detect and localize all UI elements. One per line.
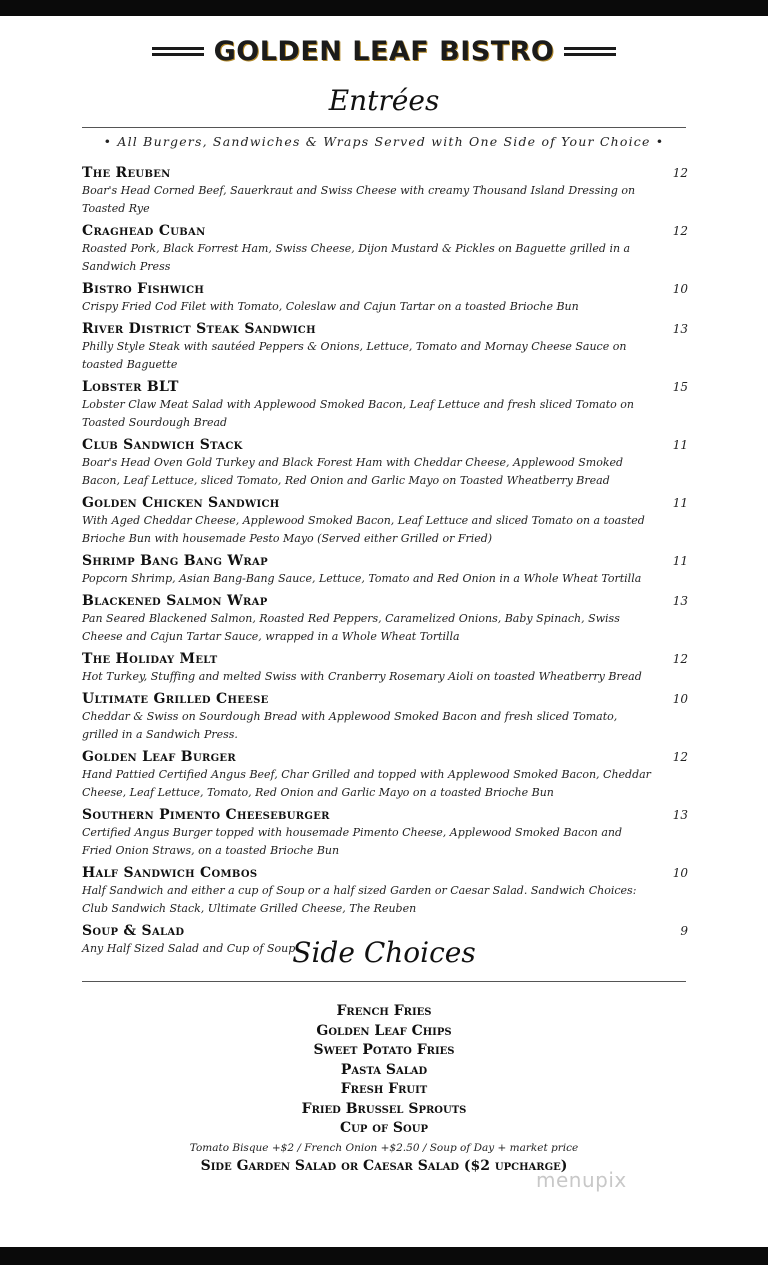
side-salad-option: Side Garden Salad or Caesar Salad ($2 upcharge) <box>200 1157 568 1174</box>
menu-item-price: 13 <box>672 322 688 336</box>
menu-item-description: Crispy Fried Cod Filet with Tomato, Coleslaw and Cajun Tartar on a toasted Brioche Bun <box>82 300 579 313</box>
menu-item <box>82 222 688 276</box>
restaurant-name: GOLDEN LEAF BISTRO <box>213 36 555 67</box>
menu-item <box>82 592 688 646</box>
menu-item-name: Craghead Cuban <box>82 223 206 239</box>
menupix-watermark: menupix <box>536 1168 627 1192</box>
menu-item-name: Ultimate Grilled Cheese <box>82 691 269 707</box>
menu-item-description: Boar's Head Oven Gold Turkey and Black Forest Ham with Cheddar Cheese, Applewood Smoked Bacon, Leaf Lettuce, sliced Tomato, Red Onion and Garlic Mayo on Toasted Wheatberry Bread <box>82 456 624 487</box>
side-item: Golden Leaf Chips <box>316 1022 452 1039</box>
side-item: French Fries <box>336 1003 432 1019</box>
side-item: Cup of Soup <box>339 1120 428 1136</box>
menu-item <box>82 864 688 918</box>
menu-item <box>82 378 688 432</box>
menu-item <box>82 748 688 802</box>
menu-item-price: 12 <box>672 224 688 238</box>
menu-item <box>82 320 688 374</box>
entrees-title: Entrées <box>328 84 440 117</box>
menu-item-price: 11 <box>672 438 688 452</box>
menu-item-price: 13 <box>672 594 688 608</box>
menu-item <box>82 280 688 316</box>
menu-item <box>82 494 688 548</box>
menu-item-name: Bistro Fishwich <box>82 281 205 297</box>
menu-item-name: The Holiday Melt <box>82 651 218 667</box>
side-item: Fried Brussel Sprouts <box>301 1100 467 1117</box>
menu-item-name: Half Sandwich Combos <box>82 865 258 881</box>
sides-divider <box>82 981 686 982</box>
header-right-ornament <box>564 47 616 56</box>
sides-title: Side Choices <box>292 936 476 969</box>
menu-item-description: Roasted Pork, Black Forrest Ham, Swiss Cheese, Dijon Mustard & Pickles on Baguette grilled in a Sandwich Press <box>82 242 631 273</box>
menu-item-price: 12 <box>672 750 688 764</box>
menu-item-name: Lobster BLT <box>82 379 179 395</box>
menu-item <box>82 806 688 860</box>
menu-item-name: Club Sandwich Stack <box>82 437 243 453</box>
soup-upcharge-note: Tomato Bisque +$2 / French Onion +$2.50 / Soup of Day + market price <box>189 1141 579 1154</box>
menu-item-name: Blackened Salmon Wrap <box>82 593 268 609</box>
side-item: Sweet Potato Fries <box>313 1042 455 1058</box>
menu-item-price: 11 <box>672 554 688 568</box>
menu-item-description: Lobster Claw Meat Salad with Applewood Smoked Bacon, Leaf Lettuce and fresh sliced Tomato on Toasted Sourdough Bread <box>82 398 634 429</box>
menu-item-description: Philly Style Steak with sautéed Peppers & Onions, Lettuce, Tomato and Mornay Cheese Sauce on toasted Baguette <box>82 340 627 371</box>
menu-item-description: Hand Pattied Certified Angus Beef, Char Grilled and topped with Applewood Smoked Bacon, Cheddar Cheese, Leaf Lettuce, Tomato, Red Onion and Garlic Mayo on a toasted Brioche Bun <box>82 768 651 799</box>
menu-item-description: Certified Angus Burger topped with housemade Pimento Cheese, Applewood Smoked Bacon and Fried Onion Straws, on a toasted Brioche Bun <box>82 826 623 857</box>
menu-item-description: Cheddar & Swiss on Sourdough Bread with Applewood Smoked Bacon and fresh sliced Tomato, grilled in a Sandwich Press. <box>82 710 618 741</box>
side-item: Fresh Fruit <box>340 1081 428 1097</box>
menu-item-name: Golden Chicken Sandwich <box>82 495 280 511</box>
side-items <box>82 1002 686 1139</box>
menu-item <box>82 436 688 490</box>
menu-item <box>82 650 688 686</box>
menu-item-price: 10 <box>672 282 688 296</box>
menu-item-price: 15 <box>672 380 688 394</box>
menu-item-description: Boar's Head Corned Beef, Sauerkraut and Swiss Cheese with creamy Thousand Island Dressing on Toasted Rye <box>82 184 636 215</box>
menu-item <box>82 690 688 744</box>
menu-item-name: Golden Leaf Burger <box>82 749 236 765</box>
menu-item-price: 12 <box>672 166 688 180</box>
menu-item <box>82 552 688 588</box>
menu-item-name: Soup & Salad <box>82 923 185 939</box>
entrees-side-note: • All Burgers, Sandwiches & Wraps Served with One Side of Your Choice • <box>103 134 665 149</box>
side-item: Pasta Salad <box>340 1061 428 1078</box>
menu-item-name: River District Steak Sandwich <box>82 321 316 337</box>
menu-item-price: 13 <box>672 808 688 822</box>
menu-item-description: Popcorn Shrimp, Asian Bang-Bang Sauce, Lettuce, Tomato and Red Onion in a Whole Wheat Tortilla <box>82 572 642 585</box>
menu-item-description: Half Sandwich and either a cup of Soup or a half sized Garden or Caesar Salad. Sandwich Choices: Club Sandwich Stack, Ultimate Grilled Cheese, The Reuben <box>82 884 637 915</box>
menu-item-name: Southern Pimento Cheeseburger <box>82 807 330 823</box>
side-choices-list <box>82 1002 686 1176</box>
menu-item-price: 10 <box>672 692 688 706</box>
menu-item-name: The Reuben <box>82 165 171 181</box>
entree-list <box>82 164 688 962</box>
menu-item-price: 10 <box>672 866 688 880</box>
bottom-border <box>0 1247 768 1265</box>
menu-item-name: Shrimp Bang Bang Wrap <box>82 553 268 569</box>
menu-item-description: With Aged Cheddar Cheese, Applewood Smoked Bacon, Leaf Lettuce and sliced Tomato on a toasted Brioche Bun with housemade Pesto Mayo (Served either Grilled or Fried) <box>82 514 645 545</box>
menu-item-price: 12 <box>672 652 688 666</box>
top-border <box>0 0 768 16</box>
header-left-ornament <box>152 47 204 56</box>
menu-item-description: Hot Turkey, Stuffing and melted Swiss with Cranberry Rosemary Aioli on toasted Wheatberry Bread <box>82 670 642 683</box>
menu-item-price: 11 <box>672 496 688 510</box>
menu-item-description: Pan Seared Blackened Salmon, Roasted Red Peppers, Caramelized Onions, Baby Spinach, Swiss Cheese and Cajun Tartar Sauce, wrapped in a Whole Wheat Tortilla <box>82 612 620 643</box>
restaurant-header <box>0 36 768 76</box>
menu-item-description: Any Half Sized Salad and Cup of Soup <box>82 942 296 955</box>
menu-item-price: 9 <box>680 924 688 938</box>
entrees-divider <box>82 127 686 128</box>
menu-item <box>82 164 688 218</box>
